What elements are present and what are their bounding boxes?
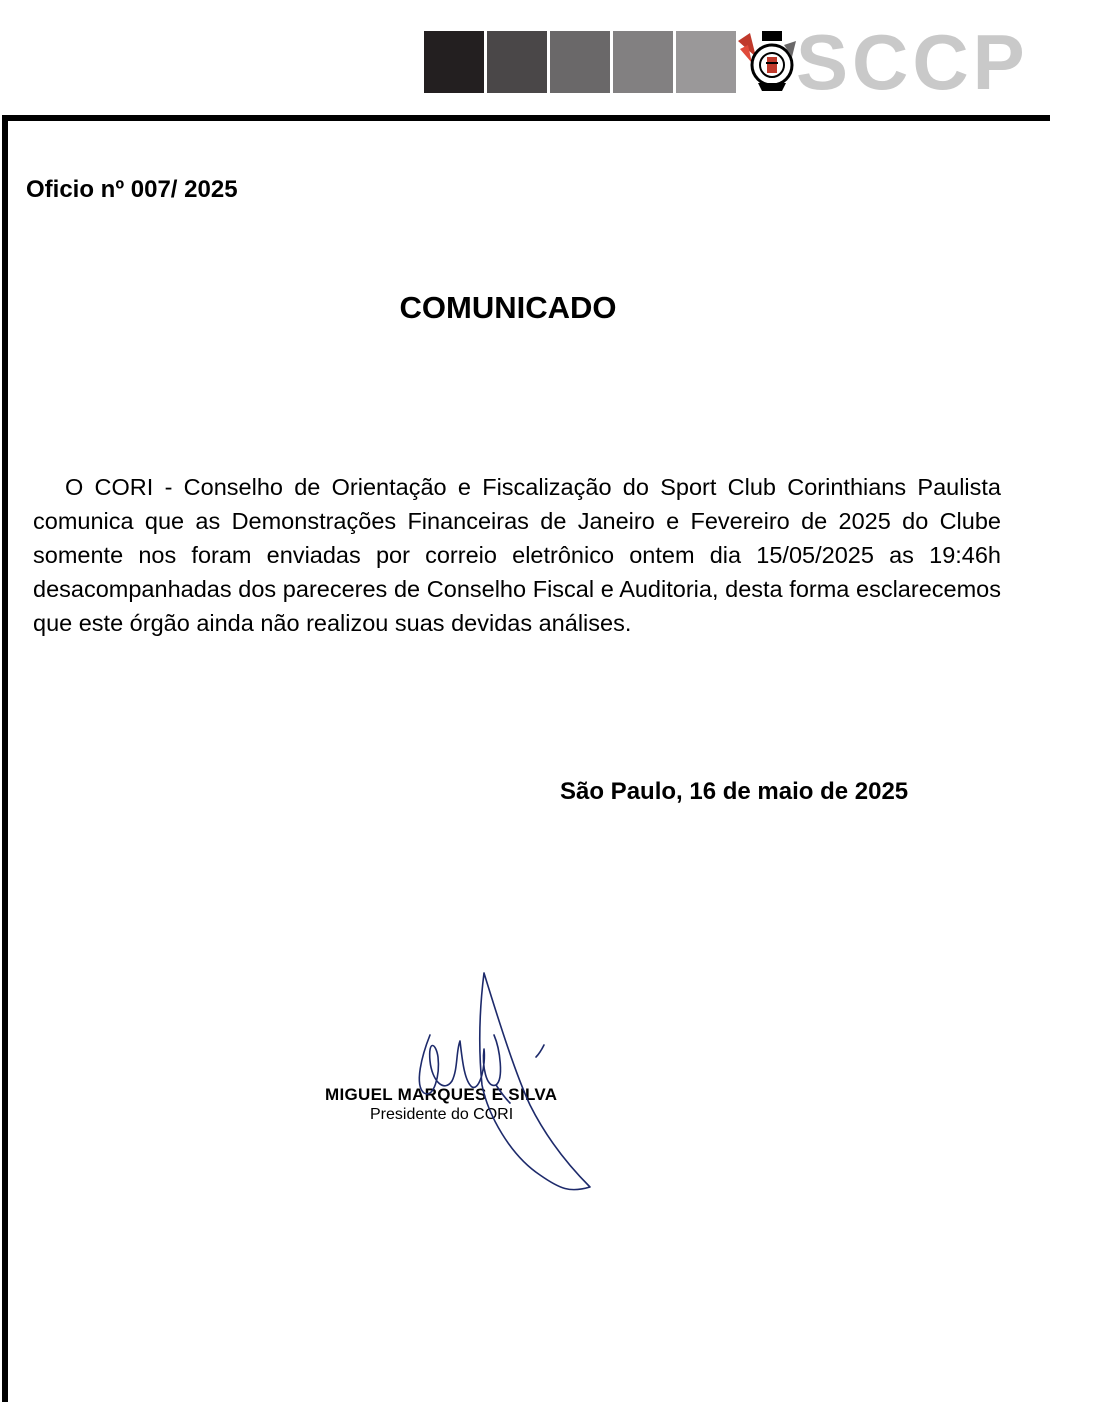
sccp-logo: SCCP — [796, 18, 1029, 106]
header-block-4 — [613, 31, 673, 93]
header-banner — [424, 18, 1054, 106]
corinthians-crest-icon — [736, 27, 798, 95]
header-block-5 — [676, 31, 736, 93]
frame-top-rule — [2, 115, 1050, 121]
signatory-role: Presidente do CORI — [370, 1106, 514, 1123]
document-body: O CORI - Conselho de Orientação e Fiscalização do Sport Club Corinthians Paulista comunica que as Demonstrações Financeiras de Janeiro e Fevereiro de 2025 do Clube somente nos foram enviadas por correio eletrônico ontem dia 15/05/2025 as 19:46h desacompanhadas dos pareceres de Conselho Fiscal e Auditoria, desta forma esclarecemos que este órgão ainda não realizou suas devidas análises. — [33, 474, 1001, 636]
handwritten-signature — [400, 965, 600, 1195]
header-block-2 — [487, 31, 547, 93]
header-block-3 — [550, 31, 610, 93]
place-date: São Paulo, 16 de maio de 2025 — [560, 778, 909, 805]
header-block-1 — [424, 31, 484, 93]
document-reference: Oficio nº 007/ 2025 — [26, 176, 238, 203]
document-title: COMUNICADO — [399, 290, 617, 325]
signatory-name: MIGUEL MARQUES E SILVA — [325, 1085, 558, 1104]
